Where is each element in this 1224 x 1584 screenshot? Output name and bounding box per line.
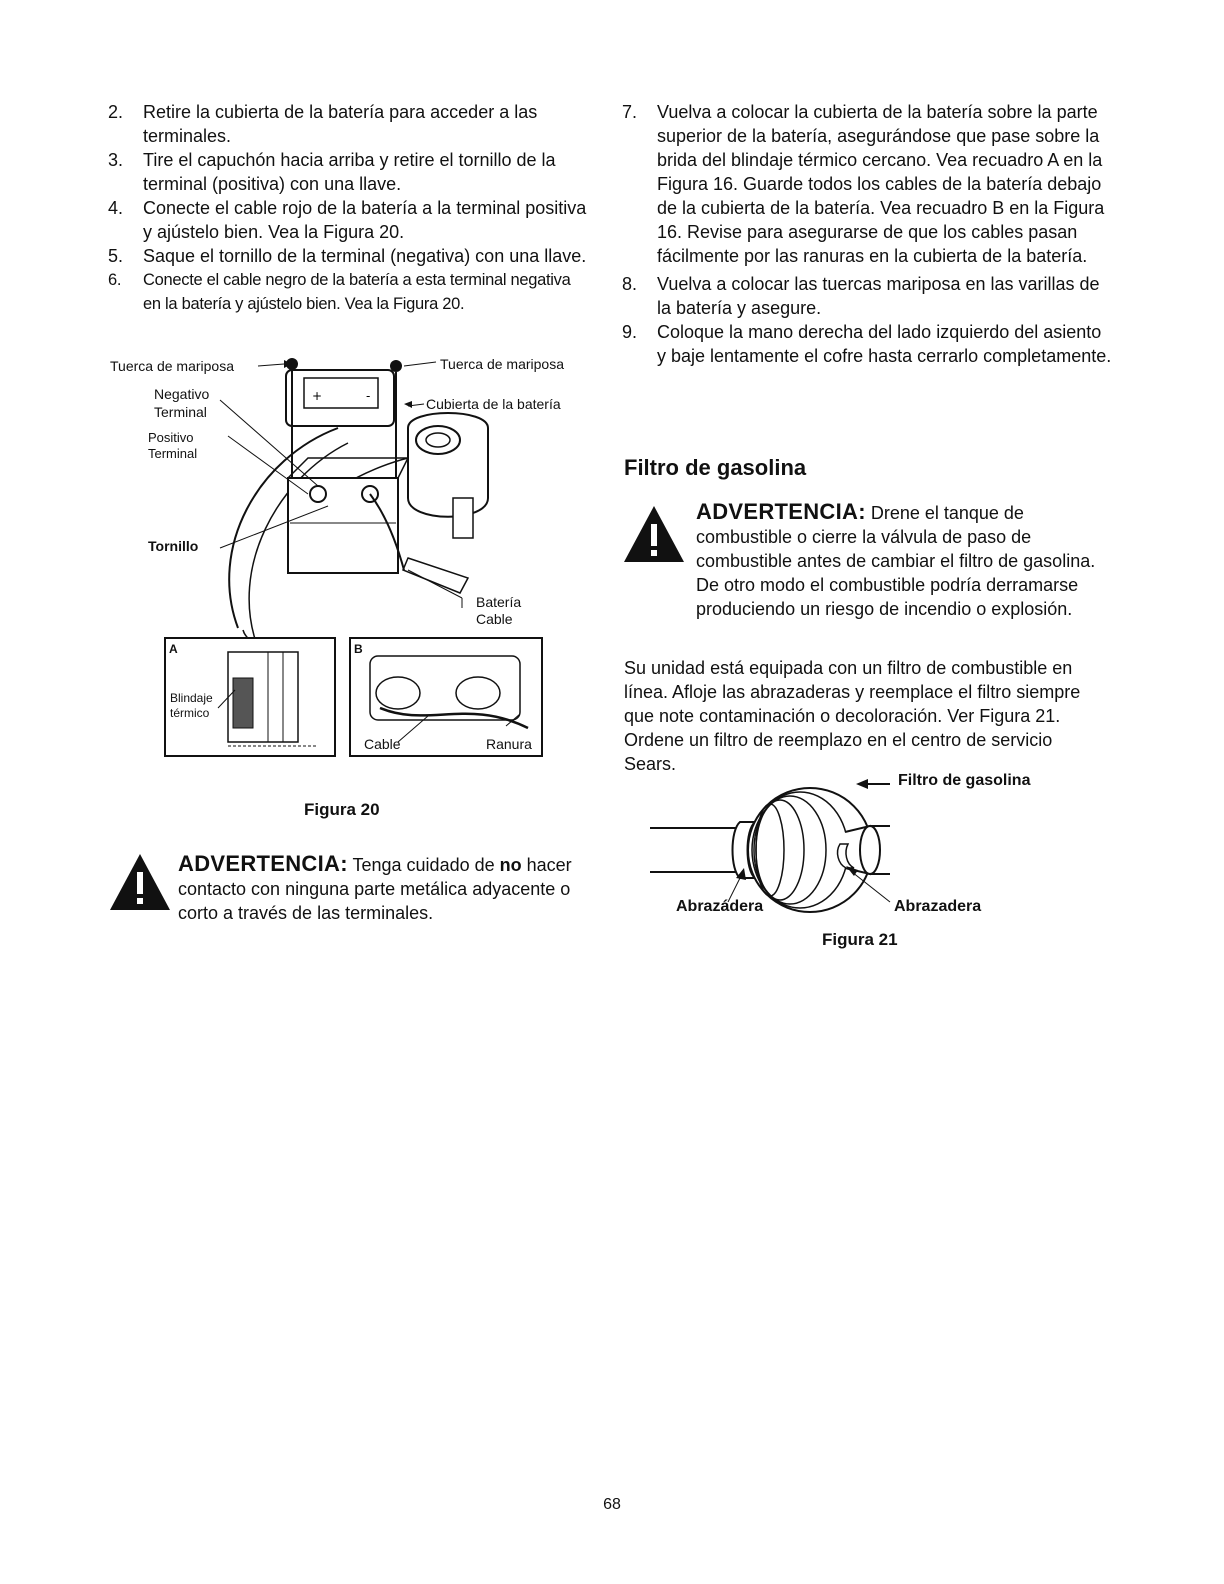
step-number: 8. xyxy=(622,274,638,294)
left-steps-list xyxy=(108,100,588,316)
warning-heading: ADVERTENCIA: xyxy=(696,499,866,524)
label-positive-terminal: Terminal xyxy=(148,446,198,461)
step-item xyxy=(108,244,588,268)
step-text: Saque el tornillo de la terminal (negativa) con una llave. xyxy=(143,246,587,266)
label-cable: Cable xyxy=(476,611,513,627)
left-column xyxy=(108,100,588,316)
figure-20 xyxy=(108,348,588,768)
label-fuel-filter: Filtro de gasolina xyxy=(898,772,1031,789)
label-negative: Negativo xyxy=(154,386,210,402)
step-item xyxy=(108,268,588,316)
step-text: Conecte el cable negro de la batería a esta terminal negativa en la batería y ajústelo bien. Vea la Figura 20. xyxy=(143,271,571,313)
step-item xyxy=(622,100,1112,268)
warning-triangle-icon xyxy=(108,852,172,912)
step-text: Conecte el cable rojo de la batería a la terminal positiva y ajústelo bien. Vea la Figura 20. xyxy=(143,198,587,242)
step-item xyxy=(108,196,588,244)
step-number: 4. xyxy=(108,198,124,218)
warning-emphasis: no xyxy=(499,855,522,875)
warning-heading: ADVERTENCIA: xyxy=(178,851,348,876)
svg-text:-: - xyxy=(366,389,371,403)
inset-a-label-shield: Blindaje xyxy=(170,691,213,705)
step-text: Vuelva a colocar la cubierta de la batería sobre la parte superior de la batería, asegurándose que pase sobre la brida del blindaje térmico cercano. Vea recuadro A en la Figura 16. Guarde todos los cables de la batería debajo de la cubierta de la batería. Vea recuadro B en la Figura 16. Revise para asegurarse de que los cables pasan fácilmente por las ranuras en la cubierta de la batería. xyxy=(657,102,1105,266)
warning-text-left xyxy=(178,852,578,925)
page-number: 68 xyxy=(603,1496,621,1513)
right-column xyxy=(622,100,1112,368)
step-item xyxy=(622,272,1112,320)
svg-text:+: + xyxy=(312,389,323,403)
step-number: 5. xyxy=(108,246,124,266)
label-clamp-right: Abrazadera xyxy=(894,898,982,915)
label-battery: Batería xyxy=(476,594,522,610)
warning-text-before: Tenga cuidado de xyxy=(347,855,500,875)
label-negative-terminal: Terminal xyxy=(154,404,207,420)
warning-triangle-icon xyxy=(622,504,686,564)
step-item xyxy=(108,148,588,196)
warning-text: Drene el tanque de combustible o cierre la válvula de paso de combustible antes de cambiar el filtro de gasolina. De otro modo el combustible podría derramarse produciendo un riesgo de incendio o explosión. xyxy=(696,503,1096,619)
label-wingnut-right: Tuerca de mariposa xyxy=(440,356,564,372)
label-battery-cover: Cubierta de la batería xyxy=(426,396,561,412)
step-number: 3. xyxy=(108,150,124,170)
inset-b-label-slot: Ranura xyxy=(486,736,532,752)
warning-text-after: hacer contacto con ninguna parte metálica adyacente o corto a través de las terminales. xyxy=(178,855,572,923)
section-title-fuel-filter: Filtro de gasolina xyxy=(624,455,807,480)
label-screw: Tornillo xyxy=(148,538,199,554)
label-clamp-left: Abrazádera xyxy=(676,898,764,915)
step-number: 7. xyxy=(622,102,638,122)
inset-b-letter: B xyxy=(354,642,363,656)
step-number: 6. xyxy=(108,271,122,289)
inset-b-label-cable: Cable xyxy=(364,736,401,752)
step-text: Coloque la mano derecha del lado izquierdo del asiento y baje lentamente el cofre hasta cerrarlo completamente. xyxy=(657,322,1112,366)
step-text: Retire la cubierta de la batería para acceder a las terminales. xyxy=(143,102,538,146)
warning-text-right xyxy=(696,500,1104,621)
warning-box-right xyxy=(622,500,1104,621)
step-text: Tire el capuchón hacia arriba y retire el tornillo de la terminal (positiva) con una llave. xyxy=(143,150,556,194)
figure-21 xyxy=(640,760,1080,960)
step-item xyxy=(622,320,1112,368)
step-item xyxy=(108,100,588,148)
figure-21-caption: Figura 21 xyxy=(822,930,898,949)
right-steps-list xyxy=(622,100,1112,368)
figure-20-caption: Figura 20 xyxy=(304,800,380,819)
label-positive: Positivo xyxy=(148,430,194,445)
step-number: 9. xyxy=(622,322,638,342)
step-text: Vuelva a colocar las tuercas mariposa en las varillas de la batería y asegure. xyxy=(657,274,1100,318)
fuel-filter-paragraph: Su unidad está equipada con un filtro de combustible en línea. Afloje las abrazaderas y reemplace el filtro siempre que note contaminación o decoloración. Ver Figura 21. Ordene un filtro de reemplazo en el centro de servicio Sears. xyxy=(624,658,1081,774)
step-number: 2. xyxy=(108,102,124,122)
inset-a-letter: A xyxy=(169,642,178,656)
inset-a-label-thermal: térmico xyxy=(170,706,210,720)
label-wingnut-left: Tuerca de mariposa xyxy=(110,358,234,374)
warning-box-left xyxy=(108,852,578,925)
